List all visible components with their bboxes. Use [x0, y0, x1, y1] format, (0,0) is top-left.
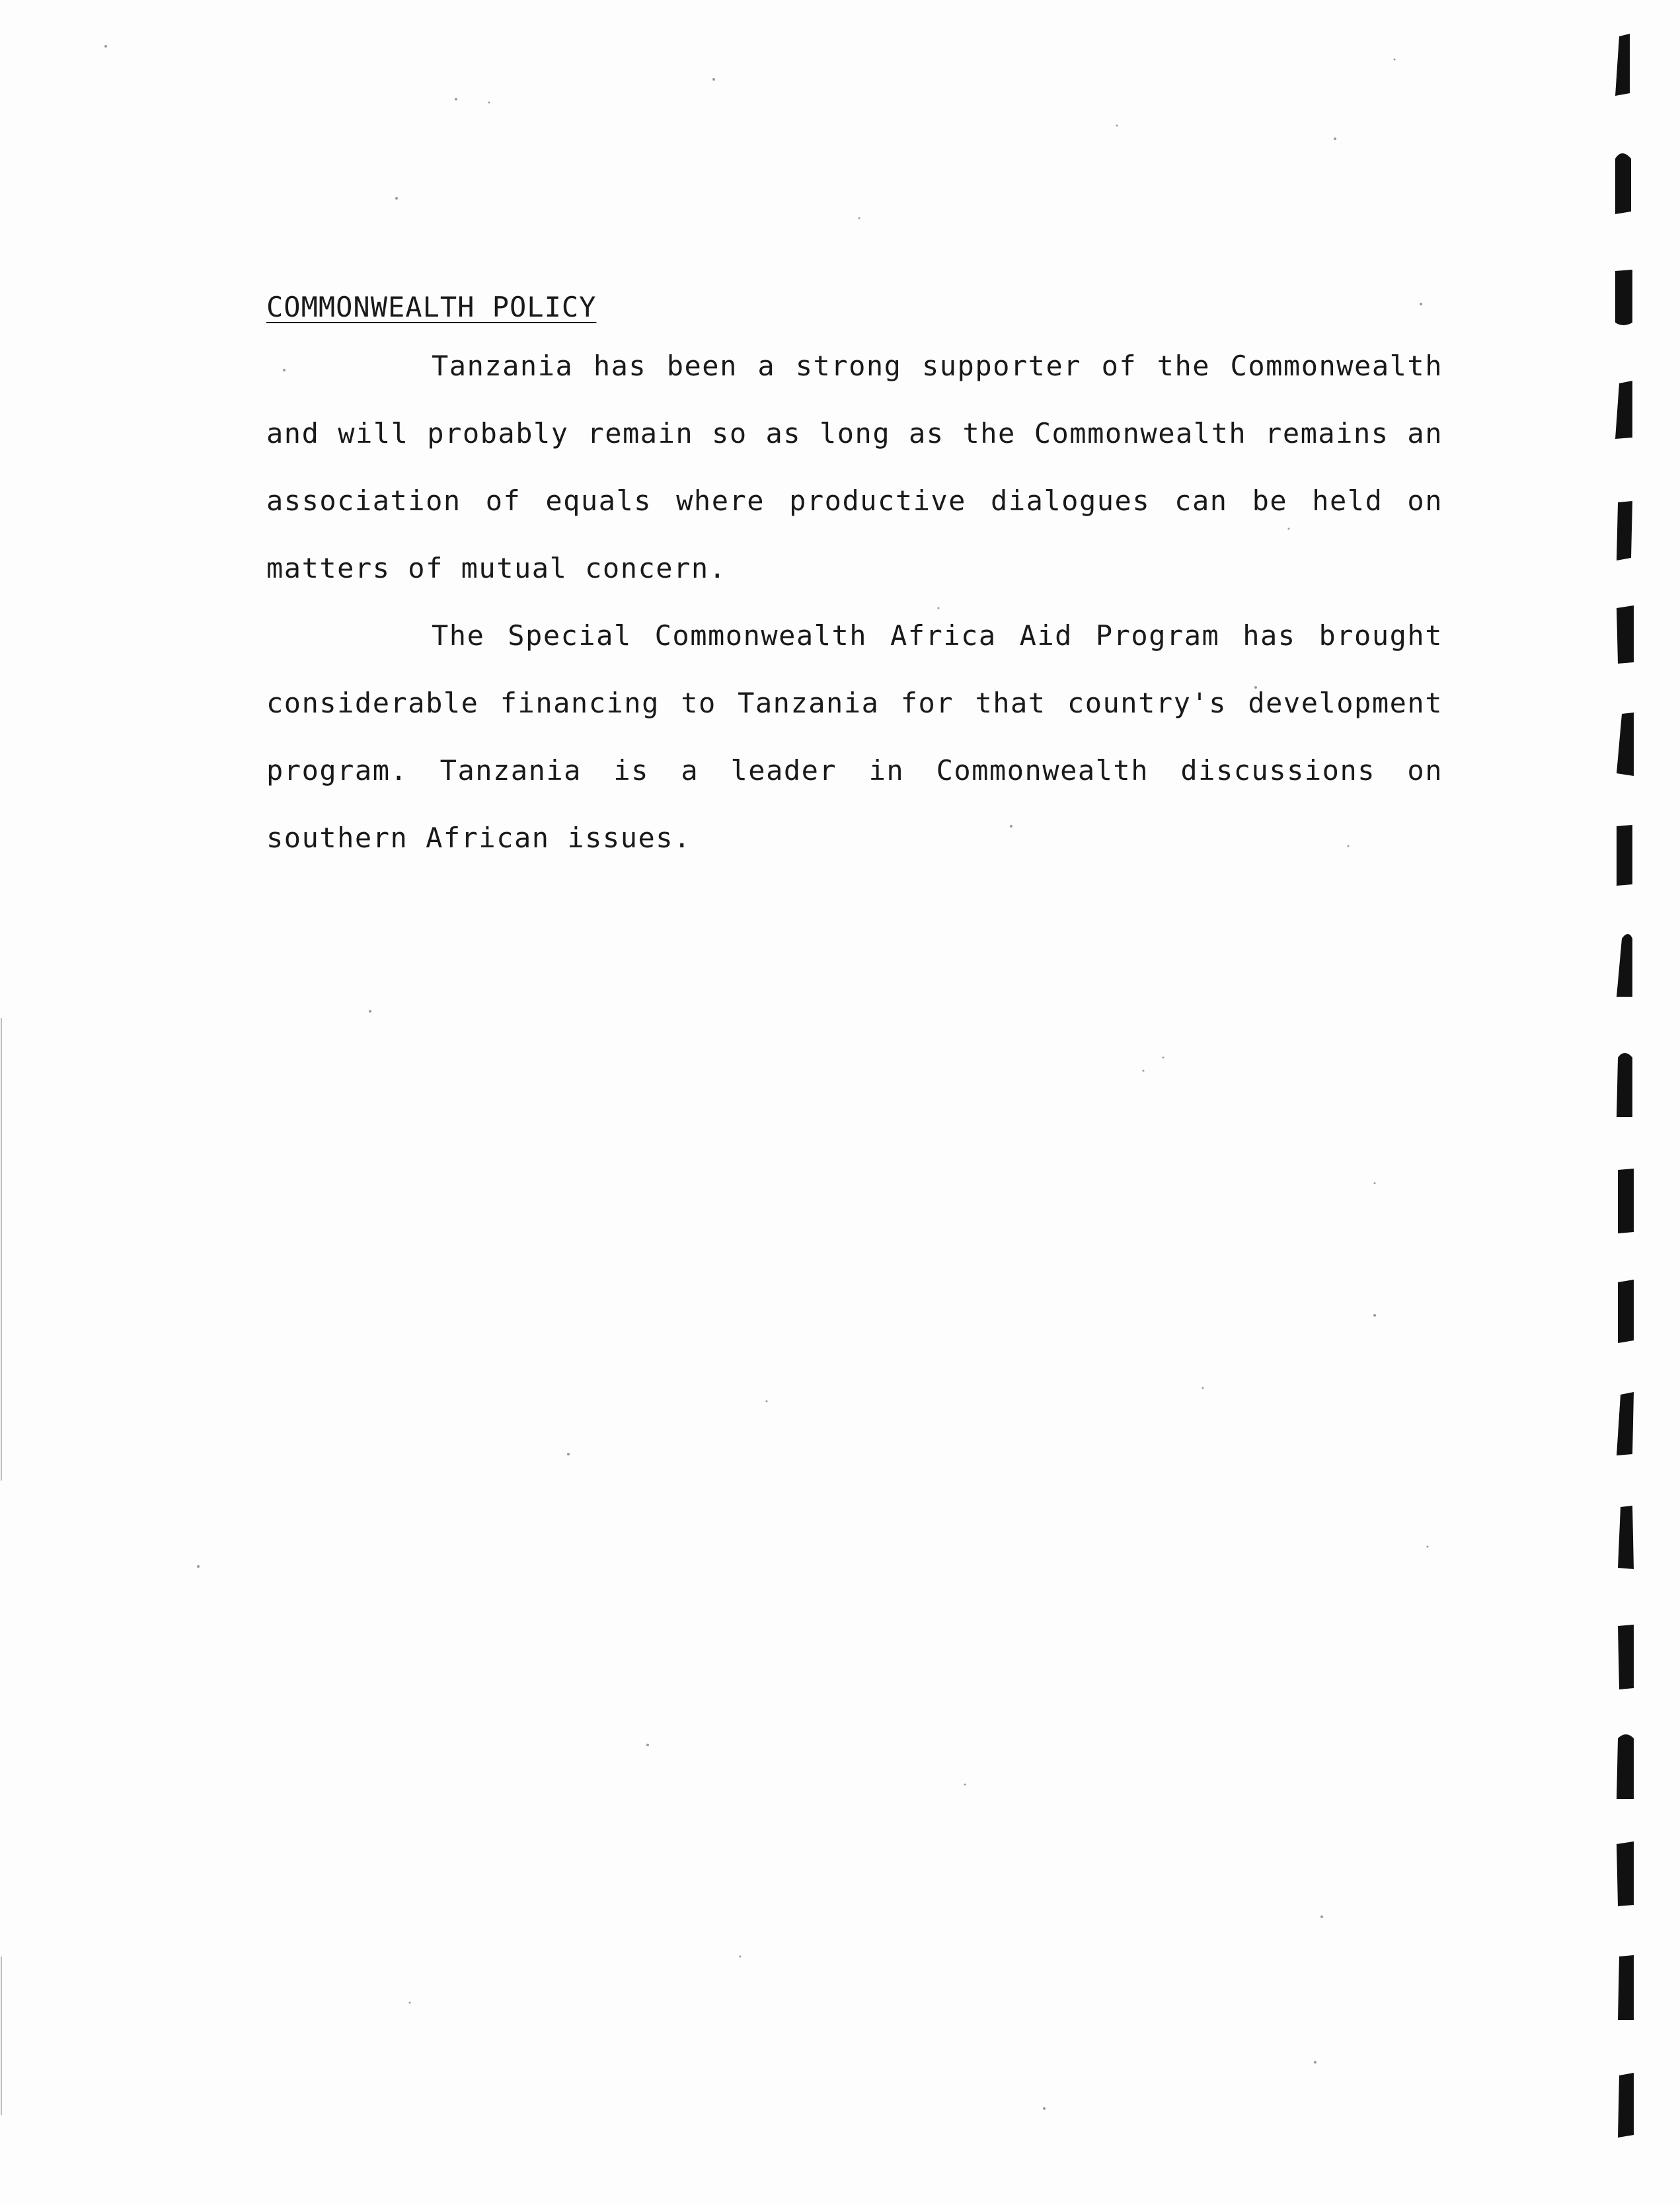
binding-hole-marks: [1615, 34, 1634, 2138]
left-edge-scan-line: [0, 0, 4, 2203]
document-body: [266, 291, 1443, 872]
section-heading: COMMONWEALTH POLICY: [266, 291, 597, 323]
paragraph-1: Tanzania has been a strong supporter of the Commonwealth and will probably remain so as long as the Commonwealth remains an association of equals where productive dialogues can be held on matters of mutual concern.: [266, 350, 1443, 584]
paragraph-2: The Special Commonwealth Africa Aid Program has brought considerable financing to Tanzania for that country's development program. Tanzania is a leader in Commonwealth discussions on southern African issues.: [266, 619, 1443, 854]
binding-holes: [1606, 0, 1680, 2203]
